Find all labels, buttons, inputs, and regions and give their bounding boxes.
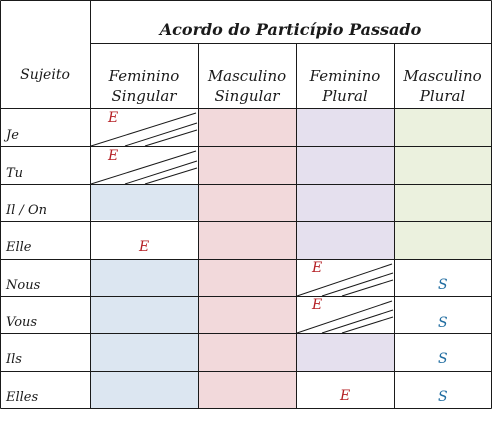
subject-elle: Elle	[6, 240, 32, 255]
col-header-masc-plur-line2: Plural	[419, 87, 466, 105]
mark-s-elles-masc-plur: S	[438, 389, 448, 405]
subject-nous: Nous	[6, 278, 41, 293]
cell-fem-plur-shade-top	[296, 108, 394, 259]
cell-masc-plur-shade	[394, 108, 491, 259]
mark-e-elle-fem-sing: E	[139, 239, 150, 255]
mark-e-nous-fem-plur: E	[312, 260, 323, 276]
mark-e-je-fem-sing: E	[108, 110, 119, 126]
subject-ils: Ils	[6, 352, 22, 367]
col-header-masc-sing-line2: Singular	[214, 87, 280, 105]
strike-je-3	[145, 130, 197, 146]
strike-tu-2	[125, 161, 197, 184]
mark-s-vous-masc-plur: S	[438, 315, 448, 331]
subject-tu: Tu	[6, 166, 24, 181]
mark-e-elles-fem-plur: E	[340, 388, 351, 404]
strike-vous-3	[342, 317, 393, 333]
subject-header: Sujeito	[20, 67, 70, 83]
mark-e-tu-fem-sing: E	[108, 148, 119, 164]
strike-nous-3	[342, 280, 393, 296]
strike-vous-2	[322, 310, 393, 333]
strike-nous-2	[322, 273, 393, 296]
subject-je: Je	[6, 128, 19, 143]
col-header-fem-plur-line1: Feminino	[309, 67, 381, 85]
table-title: Acordo do Particípio Passado	[159, 20, 422, 39]
mark-s-nous-masc-plur: S	[438, 277, 448, 293]
subject-il-on: Il / On	[6, 203, 47, 218]
col-header-fem-sing-line2: Singular	[111, 87, 177, 105]
mark-e-vous-fem-plur: E	[312, 297, 323, 313]
cell-fem-sing-shade-il	[90, 184, 198, 220]
subject-elles: Elles	[6, 390, 39, 405]
cell-fem-sing-shade-plural	[90, 259, 198, 408]
col-header-masc-sing-line1: Masculino	[207, 67, 287, 85]
mark-s-ils-masc-plur: S	[438, 351, 448, 367]
strike-je-2	[125, 123, 197, 146]
subject-vous: Vous	[6, 315, 38, 330]
col-header-fem-sing-line1: Feminino	[108, 67, 180, 85]
cell-masc-sing-shade	[198, 108, 296, 408]
col-header-masc-plur-line1: Masculino	[403, 67, 482, 85]
col-header-fem-plur-line2: Plural	[322, 87, 368, 105]
strike-je-1	[91, 113, 196, 146]
strike-tu-1	[91, 151, 196, 184]
strike-tu-3	[145, 168, 197, 184]
cell-fem-plur-shade-ils	[296, 333, 394, 371]
